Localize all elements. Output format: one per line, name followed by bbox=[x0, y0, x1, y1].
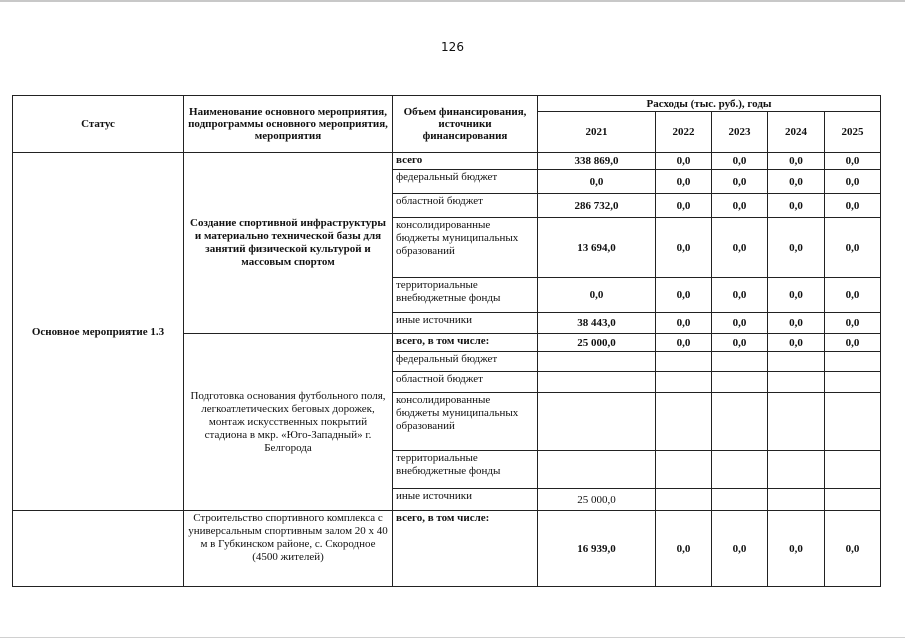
value-cell bbox=[656, 393, 712, 451]
header-year: 2025 bbox=[825, 112, 881, 153]
header-expenses: Расходы (тыс. руб.), годы bbox=[538, 96, 881, 112]
value-cell: 0,0 bbox=[712, 511, 768, 587]
source-cell: областной бюджет bbox=[393, 194, 538, 218]
value-cell bbox=[538, 393, 656, 451]
value-cell: 286 732,0 bbox=[538, 194, 656, 218]
value-cell: 0,0 bbox=[712, 334, 768, 352]
value-cell: 0,0 bbox=[712, 194, 768, 218]
value-cell bbox=[825, 489, 881, 511]
value-cell: 25 000,0 bbox=[538, 489, 656, 511]
source-cell: консолидированные бюджеты муниципальных образований bbox=[393, 218, 538, 278]
value-cell bbox=[712, 372, 768, 393]
header-volume: Объем финансирования, источники финансирования bbox=[393, 96, 538, 153]
value-cell bbox=[768, 372, 825, 393]
value-cell: 25 000,0 bbox=[538, 334, 656, 352]
value-cell bbox=[712, 489, 768, 511]
value-cell bbox=[768, 393, 825, 451]
value-cell: 338 869,0 bbox=[538, 153, 656, 170]
table-row bbox=[13, 153, 881, 170]
value-cell: 0,0 bbox=[538, 278, 656, 313]
header-year: 2023 bbox=[712, 112, 768, 153]
value-cell: 13 694,0 bbox=[538, 218, 656, 278]
scan-edge-bottom bbox=[0, 637, 905, 638]
header-year: 2022 bbox=[656, 112, 712, 153]
value-cell bbox=[656, 352, 712, 372]
value-cell bbox=[768, 489, 825, 511]
source-cell: федеральный бюджет bbox=[393, 170, 538, 194]
value-cell bbox=[712, 352, 768, 372]
status-cell-empty bbox=[13, 511, 184, 587]
value-cell: 0,0 bbox=[656, 313, 712, 334]
source-cell: областной бюджет bbox=[393, 372, 538, 393]
event-name: Создание спортивной инфраструктуры и материально технической базы для занятий физической культурой и массовым спортом bbox=[184, 153, 393, 334]
table-row bbox=[13, 511, 881, 587]
source-cell: иные источники bbox=[393, 489, 538, 511]
value-cell: 0,0 bbox=[712, 170, 768, 194]
header-year: 2021 bbox=[538, 112, 656, 153]
value-cell: 0,0 bbox=[656, 334, 712, 352]
financing-table bbox=[12, 95, 881, 587]
value-cell: 0,0 bbox=[768, 194, 825, 218]
value-cell: 0,0 bbox=[768, 313, 825, 334]
source-cell: всего, в том числе: bbox=[393, 511, 538, 587]
event-name: Строительство спортивного комплекса с универсальным спортивным залом 20 х 40 м в Губкинском районе, с. Скородное (4500 жителей) bbox=[184, 511, 393, 587]
value-cell: 0,0 bbox=[656, 511, 712, 587]
event-name: Подготовка основания футбольного поля, легкоатлетических беговых дорожек, монтаж искусственных покрытий стадиона в мкр. «Юго-Западный» г. Белгорода bbox=[184, 334, 393, 511]
source-cell: всего bbox=[393, 153, 538, 170]
value-cell: 0,0 bbox=[712, 278, 768, 313]
value-cell bbox=[656, 451, 712, 489]
value-cell: 16 939,0 bbox=[538, 511, 656, 587]
value-cell: 0,0 bbox=[712, 313, 768, 334]
header-name: Наименование основного мероприятия, подпрограммы основного мероприятия, мероприятия bbox=[184, 96, 393, 153]
value-cell bbox=[656, 372, 712, 393]
value-cell: 0,0 bbox=[538, 170, 656, 194]
status-cell: Основное мероприятие 1.3 bbox=[13, 153, 184, 511]
value-cell bbox=[538, 372, 656, 393]
value-cell: 0,0 bbox=[825, 218, 881, 278]
value-cell bbox=[656, 489, 712, 511]
source-cell: всего, в том числе: bbox=[393, 334, 538, 352]
value-cell: 0,0 bbox=[825, 334, 881, 352]
value-cell: 0,0 bbox=[656, 218, 712, 278]
value-cell: 0,0 bbox=[768, 218, 825, 278]
header-year: 2024 bbox=[768, 112, 825, 153]
page-number: 126 bbox=[441, 40, 464, 54]
value-cell: 0,0 bbox=[656, 194, 712, 218]
value-cell bbox=[825, 393, 881, 451]
source-cell: консолидированные бюджеты муниципальных образований bbox=[393, 393, 538, 451]
value-cell bbox=[768, 451, 825, 489]
value-cell: 0,0 bbox=[825, 278, 881, 313]
value-cell: 0,0 bbox=[656, 153, 712, 170]
value-cell: 0,0 bbox=[825, 511, 881, 587]
value-cell: 0,0 bbox=[768, 511, 825, 587]
value-cell bbox=[768, 352, 825, 372]
value-cell bbox=[825, 451, 881, 489]
value-cell: 0,0 bbox=[768, 153, 825, 170]
value-cell: 0,0 bbox=[656, 278, 712, 313]
value-cell bbox=[825, 372, 881, 393]
value-cell bbox=[712, 393, 768, 451]
source-cell: федеральный бюджет bbox=[393, 352, 538, 372]
value-cell: 0,0 bbox=[825, 313, 881, 334]
value-cell bbox=[538, 451, 656, 489]
source-cell: территориальные внебюджетные фонды bbox=[393, 451, 538, 489]
value-cell: 0,0 bbox=[825, 153, 881, 170]
value-cell: 0,0 bbox=[768, 278, 825, 313]
value-cell: 0,0 bbox=[656, 170, 712, 194]
value-cell: 0,0 bbox=[825, 194, 881, 218]
value-cell: 0,0 bbox=[712, 218, 768, 278]
value-cell: 0,0 bbox=[825, 170, 881, 194]
value-cell: 38 443,0 bbox=[538, 313, 656, 334]
value-cell: 0,0 bbox=[768, 334, 825, 352]
scan-edge-top bbox=[0, 0, 905, 2]
value-cell: 0,0 bbox=[712, 153, 768, 170]
header-status: Статус bbox=[13, 96, 184, 153]
source-cell: территориальные внебюджетные фонды bbox=[393, 278, 538, 313]
value-cell bbox=[825, 352, 881, 372]
value-cell bbox=[538, 352, 656, 372]
value-cell: 0,0 bbox=[768, 170, 825, 194]
value-cell bbox=[712, 451, 768, 489]
source-cell: иные источники bbox=[393, 313, 538, 334]
